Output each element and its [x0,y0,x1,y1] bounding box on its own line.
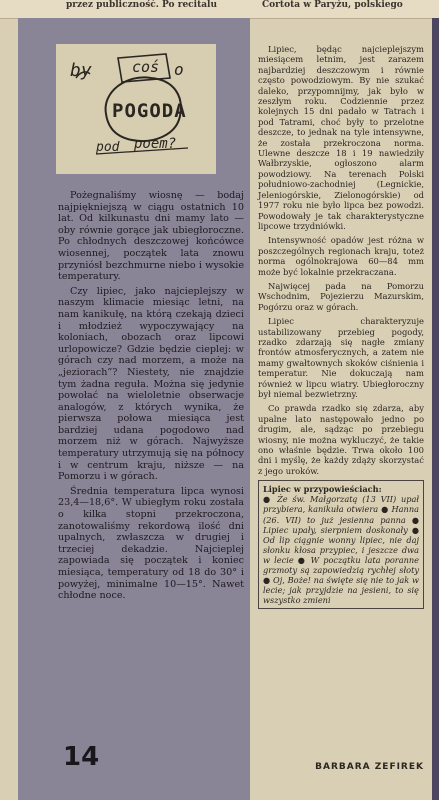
logo-word-3: o [174,60,184,79]
author-signature: BARBARA ZEFIREK [315,762,424,772]
page-number: 14 [63,742,100,772]
previous-article-strip [0,0,439,19]
right-paragraph: Intensywność opadów jest różna w poszczególnych regionach kraju, toteż norma ogólnokrajowa 60—84 mm może być lokalnie przekraczana. [258,235,424,277]
right-paragraph: Najwięcej pada na Pomorzu Wschodnim, Pojezierzu Mazurskim, Pogórzu oraz w górach. [258,280,424,312]
article-title-logo [56,44,216,174]
right-paragraph: Lipiec charakteryzuje ustabilizowany przebieg pogody, rzadko zdarzają się nagłe zmiany frontów atmosferycznych, a zatem nie mamy gwałtownych skoków ciśnienia i temperatur. Nie dokuczają nam również w lipcu wiatry. Ubiegłoroczny był niemal bezwietrzny. [258,316,424,399]
right-paragraph: Co prawda rzadko się zdarza, aby upalne lato następowało jedno po drugim, ale, sądząc po przebiegu wiosny, nie można wykluczyć, że takie ono właśnie będzie. Trwa około 100 dni i myślę, że każdy zdąży skorzystać z jego uroków. [258,403,424,476]
logo-word-2: coś [132,58,160,76]
left-paragraph: Pożegnaliśmy wiosnę — bodaj najpiękniejszą w ciągu ostatnich 10 lat. Od kilkunastu dni mamy lato — oby równie gorące jak ubiegłoroczne. Po chłodnych deszczowej końcówce wiosennej, początek lata znowu przyniósł bezchmurne niebo i wysokie temperatury. [58,190,244,283]
strip-right-text: Cortota w Paryżu, polskiego [262,0,403,10]
article-left-column [58,190,244,605]
logo-word-4: pod [96,140,120,155]
proverbs-box [258,480,424,609]
right-page-edge [432,18,439,800]
proverbs-text: ● Że św. Małgorzatą (13 VII) upał przybiera, kanikuła otwiera ● Hanna (26. VII) to już jesienna panna ● Lipiec upały, sierpniem doskonały ● Od lip ciągnie wonny lipiec, nie daj słonku kłosa przypiec, i jeszcze dwa w lecie ● W początku lata poranne grzmoty są zapowiedzią rychłej słoty ● Oj, Boże! na święte się nie to jak w lecie; jak przyjdzie na jesieni, to się wszystko zmieni [263,494,419,606]
right-paragraph: Lipiec, będąc najcieplejszym miesiącem letnim, jest zarazem najbardziej deszczowym i równie często powodziowym. By nie szukać daleko, przypomnijmy, jak było w zeszłym roku. Codziennie przez kolejnych 15 dni padało w Tatrach i pod Tatrami, choć były to przelotne deszcze, to jednak na tyle intensywne, że została przekroczona norma. Ulewne deszcze 18 i 19 nawiedziły Wałbrzyskie, ogłoszono alarm powodziowy. Na terenach Polski południowo-zachodniej (Legnickie, Jeleniogórskie, Zielonogórskie) od 1977 roku nie było lipca bez powodzi. Powodowały je tak charakterystyczne lipcowe trzydniówki. [258,44,424,231]
logo-word-5: poem? [134,136,177,152]
logo-word-1: by [70,60,92,81]
article-right-column [258,44,424,609]
strip-left-text: przez publiczność. Po recitalu [66,0,218,10]
left-paragraph: Czy lipiec, jako najcieplejszy w naszym klimacie miesiąc letni, na nam kanikułę, na którą czekają dzieci i młodzież wypoczywający na koloniach, obozach oraz lipcowi urlopowicze? Gdzie będzie cieplej: w górach czy nad morzem, a może na „jeziorach”? Niestety, nie znajdzie tym żadna reguła. Można się jedynie powołać na wieloletnie obserwacje analogów, z których wynika, że pierwsza połowa miesiąca jest bardziej udana pogodowo nad morzem niż w górach. Najwyższe temperatury utrzymują się na północy i w centrum kraju, niższe — na Pomorzu i w górach. [58,285,244,483]
logo-title: POGODA [112,100,187,122]
proverbs-heading: Lipiec w przypowieściach: [263,484,382,495]
left-paragraph: Średnia temperatura lipca wynosi 23,4—18,6°. W ubiegłym roku została o kilka stopni przekroczona, zanotowaliśmy rekordową ilość dni upalnych, zwłaszcza w drugiej i trzeciej dekadzie. Najcieplej zapowiada się początek i koniec miesiąca, temperatury od 18 do 30° i powyżej, minimalne 10—15°. Nawet chłodne noce. [58,485,244,602]
